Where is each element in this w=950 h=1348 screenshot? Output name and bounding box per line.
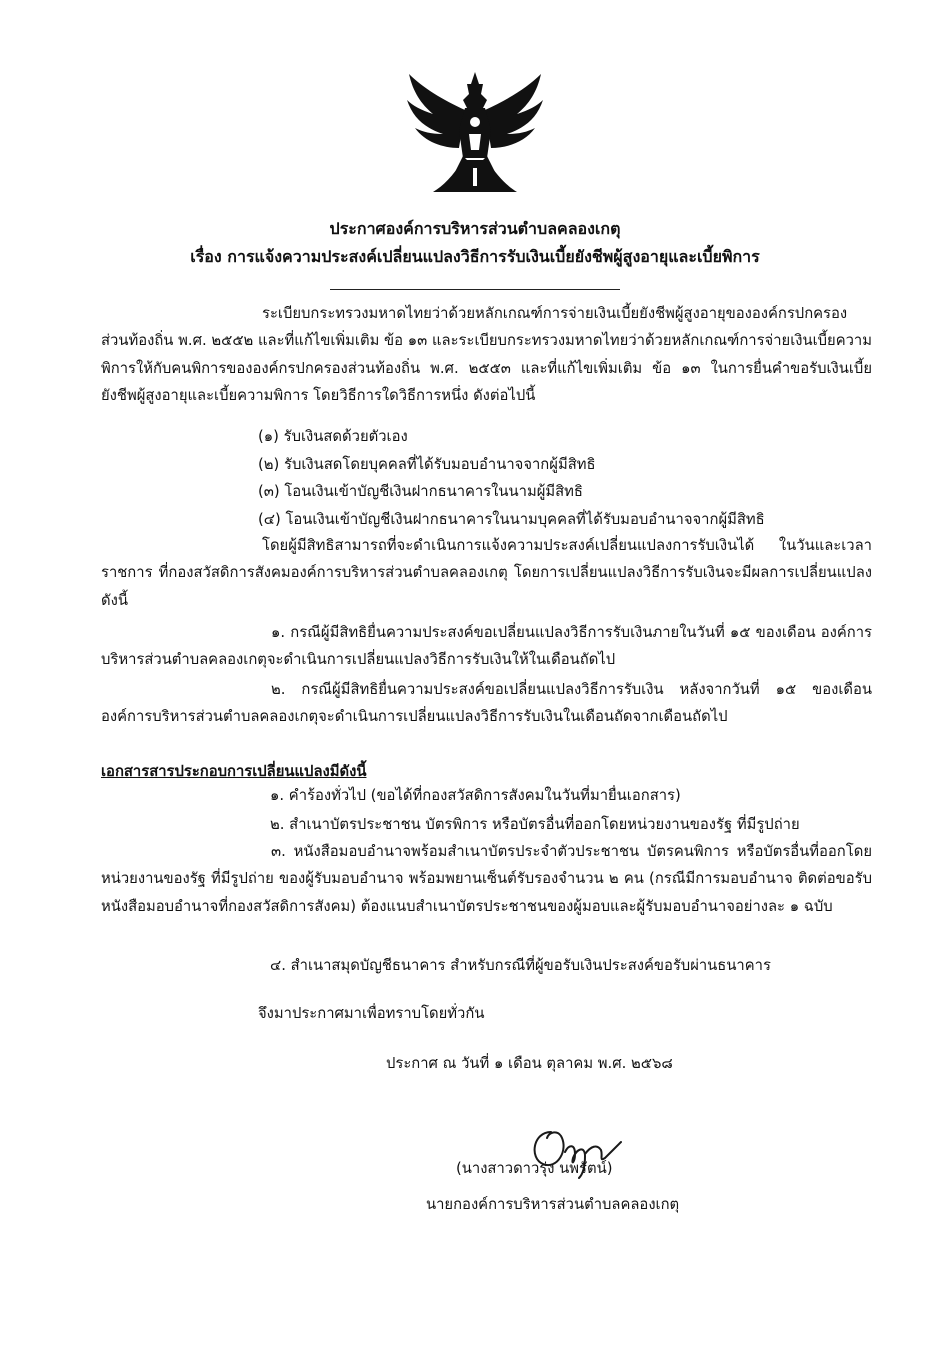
document-item-3: ๓. หนังสือมอบอำนาจพร้อมสำเนาบัตรประจำตัวประชาชน บัตรคนพิการ หรือบัตรอื่นที่ออกโดยหน่วยงานของรัฐ ที่มีรูปถ่าย ของผู้รับมอบอำนาจ พร้อมพยานเซ็นต์รับรองจำนวน ๒ คน (กรณีมีการมอบอำนาจ ติดต่อขอรับหนังสือมอบอำนาจที่กองสวัสดิการสังคม) ต้องแนบสำเนาบัตรประชาชนของผู้มอบและผู้รับมอบอำนาจอย่างละ ๑ ฉบับ bbox=[101, 843, 872, 915]
payment-method-3: (๓) โอนเงินเข้าบัญชีเงินฝากธนาคารในนามผู้มีสิทธิ bbox=[258, 483, 583, 500]
document-item-2: ๒. สำเนาบัตรประชาชน บัตรพิการ หรือบัตรอื่นที่ออกโดยหน่วยงานของรัฐ ที่มีรูปถ่าย bbox=[270, 816, 800, 833]
intro-paragraph: ระเบียบกระทรวงมหาดไทยว่าด้วยหลักเกณฑ์การจ่ายเงินเบี้ยยังชีพผู้สูงอายุขององค์กรปกครองส่วนท้องถิ่น พ.ศ. ๒๕๕๒ และที่แก้ไขเพิ่มเติม ข้อ ๑๓ และระเบียบกระทรวงมหาดไทยว่าด้วยหลักเกณฑ์การจ่ายเงินเบี้ยความพิการให้กับคนพิการขององค์กรปกครองส่วนท้องถิ่น พ.ศ. ๒๕๕๓ และที่แก้ไขเพิ่มเติม ข้อ ๑๓ ในการยื่นคำขอรับเงินเบี้ยยังชีพผู้สูงอายุและเบี้ยความพิการ โดยวิธีการใดวิธีการหนึ่ง ดังต่อไปนี้ bbox=[101, 305, 872, 404]
announcement-title: ประกาศองค์การบริหารส่วนตำบลคลองเกตุ bbox=[329, 219, 621, 238]
closing-statement: จึงมาประกาศมาเพื่อทราบโดยทั่วกัน bbox=[258, 1005, 485, 1022]
payment-method-1: (๑) รับเงินสดด้วยตัวเอง bbox=[258, 428, 408, 445]
notice-paragraph: โดยผู้มีสิทธิสามารถที่จะดำเนินการแจ้งความประสงค์เปลี่ยนแปลงการรับเงินได้ ในวันและเวลาราชการ ที่กองสวัสดิการสังคมองค์การบริหารส่วนตำบลคลองเกตุ โดยการเปลี่ยนแปลงวิธีการรับเงินจะมีผลการเปลี่ยนแปลงดังนี้ bbox=[101, 537, 872, 609]
documents-heading: เอกสารสารประกอบการเปลี่ยนแปลงมีดังนี้ bbox=[101, 763, 367, 780]
title-divider bbox=[330, 289, 620, 290]
signer-name: (นางสาวดาวรุ่ง นพรัตน์) bbox=[456, 1160, 613, 1177]
case-1-paragraph: ๑. กรณีผู้มีสิทธิยื่นความประสงค์ขอเปลี่ยนแปลงวิธีการรับเงินภายในวันที่ ๑๕ ของเดือน องค์การบริหารส่วนตำบลคลองเกตุจะดำเนินการเปลี่ยนแปลงวิธีการรับเงินให้ในเดือนถัดไป bbox=[101, 624, 872, 669]
payment-method-4: (๔) โอนเงินเข้าบัญชีเงินฝากธนาคารในนามบุคคลที่ได้รับมอบอำนาจจากผู้มีสิทธิ bbox=[258, 511, 765, 528]
case-2-paragraph: ๒. กรณีผู้มีสิทธิยื่นความประสงค์ขอเปลี่ยนแปลงวิธีการรับเงิน หลังจากวันที่ ๑๕ ของเดือน องค์การบริหารส่วนตำบลคลองเกตุจะดำเนินการเปลี่ยนแปลงวิธีการรับเงินในเดือนถัดจากเดือนถัดไป bbox=[101, 681, 872, 726]
announcement-date: ประกาศ ณ วันที่ ๑ เดือน ตุลาคม พ.ศ. ๒๕๖๘ bbox=[386, 1055, 673, 1072]
announcement-subject: เรื่อง การแจ้งความประสงค์เปลี่ยนแปลงวิธีการรับเงินเบี้ยยังชีพผู้สูงอายุและเบี้ยพิการ bbox=[190, 247, 760, 266]
payment-method-2: (๒) รับเงินสดโดยบุคคลที่ได้รับมอบอำนาจจากผู้มีสิทธิ bbox=[258, 456, 596, 473]
signer-position: นายกองค์การบริหารส่วนตำบลคลองเกตุ bbox=[426, 1196, 680, 1213]
garuda-emblem bbox=[403, 70, 547, 200]
document-item-4: ๔. สำเนาสมุดบัญชีธนาคาร สำหรับกรณีที่ผู้ขอรับเงินประสงค์ขอรับผ่านธนาคาร bbox=[270, 957, 771, 974]
document-item-1: ๑. คำร้องทั่วไป (ขอได้ที่กองสวัสดิการสังคมในวันที่มายื่นเอกสาร) bbox=[270, 787, 681, 804]
